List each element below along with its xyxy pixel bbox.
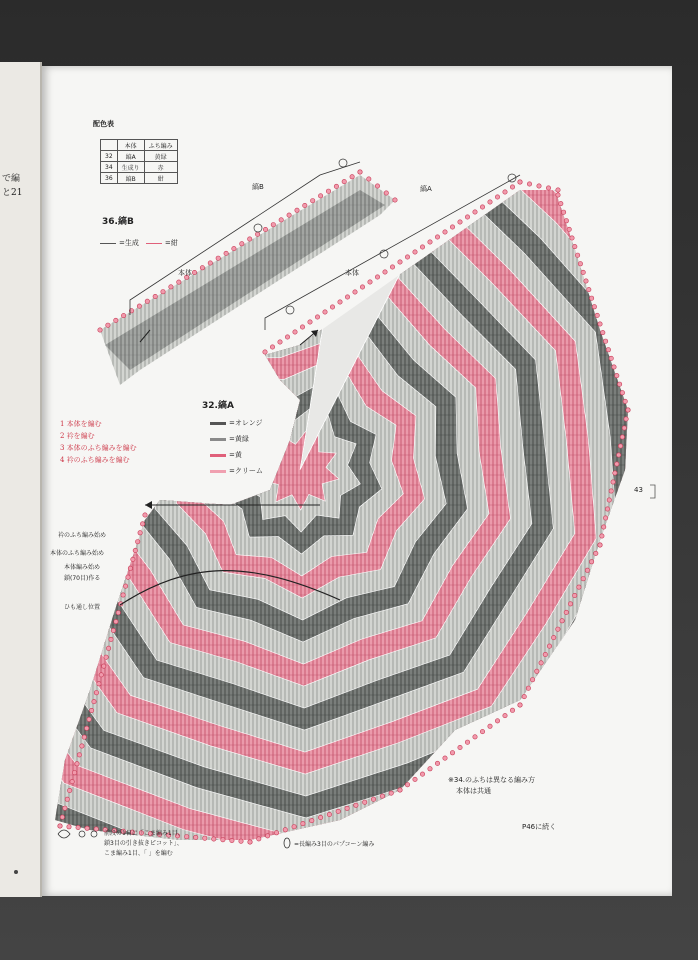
picot-dot [106,646,110,650]
picot-dot [465,215,469,219]
picot-dot [613,471,617,475]
key-text-1: 前段の1目に「こま編み1目、 [104,830,184,837]
picot-dot [327,812,331,816]
picot-dot [89,708,93,712]
picot-dot [354,803,358,807]
picot-dot [605,507,609,511]
picot-dot [330,305,334,309]
picot-dot [311,199,315,203]
callout-chain: 鎖(70目)作る [64,575,101,582]
picot-dot [177,280,181,284]
n32-title: 32.縞A [202,401,234,411]
picot-dot [283,828,287,832]
picot-dot [573,244,577,248]
picot-dot [60,815,64,819]
step-4: 4 衿のふち編みを編む [60,456,130,464]
body-label-1: 本体 [178,269,192,277]
picot-dot [589,296,593,300]
picot-key-symbol [58,830,97,838]
picot-dot [97,682,101,686]
n36-title: 36.縞B [102,217,134,227]
color-table-title: 配色表 [93,120,114,128]
picot-dot [350,175,354,179]
callout-body-start: 本体編み始め [64,564,101,571]
picot-dot [546,186,550,190]
picot-dot [503,713,507,717]
n32-swatch [210,422,226,425]
picot-dot [380,794,384,798]
picot-dot [58,824,62,828]
picot-dot [336,809,340,813]
picot-dot [522,694,526,698]
picot-dot [560,619,564,623]
color-table-cell: 黄緑 [144,151,177,162]
picot-dot [611,480,615,484]
picot-dot [530,678,534,682]
picot-dot [87,717,91,721]
picot-dot [224,251,228,255]
knitting-steps [60,418,137,466]
picot-dot [389,791,393,795]
page-tab [650,485,655,498]
n32-legend-row [210,450,263,460]
color-table-header-2: ふち編み [144,140,177,151]
picot-dot [617,382,621,386]
picot-dot [153,294,157,298]
picot-dot [587,287,591,291]
picot-dot [458,220,462,224]
picot-dot [620,391,624,395]
note-line-2: 本体は共通 [456,787,491,795]
picot-dot [575,253,579,257]
picot-dot [82,735,86,739]
n32-legend-label: =オレンジ [229,419,263,427]
picot-dot [624,417,628,421]
picot-dot [589,560,593,564]
picot-dot [543,652,547,656]
color-table [100,139,178,184]
picot-dot [265,834,269,838]
picot-dot [559,201,563,205]
color-table-cell: 32 [101,151,118,162]
picot-dot [143,513,147,517]
picot-dot [615,462,619,466]
picot-dot [626,408,630,412]
picot-dot [503,190,507,194]
picot-dot [133,548,137,552]
picot-dot [308,320,312,324]
picot-dot [435,761,439,765]
picot-dot [510,708,514,712]
popcorn-key-symbol [284,838,290,848]
picot-dot [185,835,189,839]
picot-dot [617,453,621,457]
picot-dot [72,771,76,775]
picot-dot [123,584,127,588]
picot-dot [63,806,67,810]
picot-dot [465,740,469,744]
picot-dot [334,184,338,188]
picot-dot [539,661,543,665]
color-table-cell: 生成り [117,162,144,173]
stripe-b-label: 縞B [252,183,264,191]
picot-dot [581,270,585,274]
picot-dot [556,627,560,631]
picot-dot [98,328,102,332]
picot-dot [274,831,278,835]
picot-dot [318,194,322,198]
picot-dot [323,310,327,314]
picot-dot [145,299,149,303]
picot-dot [287,213,291,217]
picot-dot [413,777,417,781]
picot-dot [383,270,387,274]
picot-dot [592,305,596,309]
picot-dot [620,435,624,439]
picot-dot [458,745,462,749]
picot-dot [161,290,165,294]
picot-dot [598,543,602,547]
callout-body-edge: 本体のふち編み始め [50,550,105,557]
picot-dot [301,821,305,825]
picot-dot [279,218,283,222]
picot-dot [248,237,252,241]
color-table-header-1: 本体 [117,140,144,151]
picot-dot [552,635,556,639]
picot-dot [126,575,130,579]
picot-dot [77,753,81,757]
callout-collar-edge: 衿のふち編み始め [58,532,107,539]
picot-dot [300,325,304,329]
picot-dot [428,240,432,244]
picot-dot [473,210,477,214]
picot-dot [480,205,484,209]
picot-dot [70,779,74,783]
picot-dot [603,516,607,520]
picot-dot [121,313,125,317]
picot-dot [488,200,492,204]
picot-dot [568,602,572,606]
step-1: 1 本体を編む [60,420,102,428]
picot-dot [75,762,79,766]
picot-dot [68,788,72,792]
n32-legend-label: =黄緑 [229,435,249,443]
picot-dot [384,191,388,195]
callout-drawstring: ひも通し位置 [64,604,101,611]
picot-dot [240,242,244,246]
picot-dot [65,797,69,801]
n32-legend-label: =クリーム [229,467,263,475]
picot-dot [121,593,125,597]
picot-dot [564,610,568,614]
picot-dot [375,184,379,188]
picot-dot [602,525,606,529]
color-table-cell: 赤 [144,162,177,173]
picot-dot [194,835,198,839]
note-line-1: ※34.のふちは異なる編み方 [448,776,535,784]
left-page-line2: と21 [2,188,23,198]
n32-legend [210,418,263,476]
picot-dot [94,691,98,695]
picot-dot [76,825,80,829]
picot-dot [203,836,207,840]
picot-dot [92,699,96,703]
picot-dot [398,260,402,264]
picot-dot [584,279,588,283]
picot-dot [547,644,551,648]
picot-dot [612,365,616,369]
picot-dot [371,797,375,801]
picot-dot [255,232,259,236]
picot-dot [577,585,581,589]
picot-dot [345,295,349,299]
picot-dot [345,806,349,810]
picot-dot [473,735,477,739]
picot-dot [405,255,409,259]
color-table-cell: 34 [101,162,118,173]
picot-dot [535,669,539,673]
picot-dot [518,703,522,707]
picot-dot [375,275,379,279]
picot-dot [527,182,531,186]
picot-dot [622,426,626,430]
picot-dot [495,719,499,723]
picot-dot [607,498,611,502]
arrowhead-left [145,501,152,509]
picot-dot [561,210,565,214]
picot-dot [450,751,454,755]
picot-dot [488,724,492,728]
key-text-2: 鎖3目の引き抜きピコット」、 [104,840,183,847]
picot-dot [169,285,173,289]
picot-dot [230,838,234,842]
picot-dot [271,223,275,227]
picot-dot [114,318,118,322]
picot-dot [99,673,103,677]
color-table-cell: 縞A [117,151,144,162]
picot-dot [358,170,362,174]
picot-dot [221,838,225,842]
picot-dot [393,198,397,202]
picot-dot [623,399,627,403]
picot-dot [263,350,267,354]
picot-dot [111,628,115,632]
picot-dot [368,280,372,284]
picot-dot [564,219,568,223]
picot-dot [609,356,613,360]
picot-dot [556,193,560,197]
picot-dot [601,330,605,334]
picot-dot [295,208,299,212]
picot-dot [598,322,602,326]
picot-dot [526,686,530,690]
n36-swatch-1 [100,243,116,244]
picot-dot [443,230,447,234]
key-text-3: こま編み1目、「 」を編む [104,850,173,857]
picot-dot [80,744,84,748]
picot-dot [420,245,424,249]
picot-dot [435,235,439,239]
picot-dot [495,195,499,199]
picot-dot [128,566,132,570]
picot-dot [138,531,142,535]
picot-dot [609,489,613,493]
n36-legend-1: =生成 [119,239,139,247]
picot-dot [293,330,297,334]
picot-dot [603,339,607,343]
picot-dot [270,345,274,349]
n36-swatch-2 [146,243,162,244]
picot-dot [303,203,307,207]
picot-dot [136,540,140,544]
n32-legend-label: =黄 [229,451,242,459]
picot-dot [606,348,610,352]
popcorn-key-label: =長編み3目のパプコーン編み [294,841,375,848]
color-table-cell: 36 [101,173,118,184]
picot-dot [518,180,522,184]
picot-dot [278,340,282,344]
picot-dot [257,837,261,841]
left-page-line1: で編 [2,174,21,184]
picot-dot [413,250,417,254]
picot-dot [292,825,296,829]
picot-dot [318,815,322,819]
picot-dot [326,189,330,193]
picot-dot [450,225,454,229]
picot-dot [338,300,342,304]
n32-swatch [210,438,226,441]
picot-dot [360,285,364,289]
picot-dot [615,373,619,377]
picot-dot [581,577,585,581]
picot-dot [420,772,424,776]
picot-dot [285,335,289,339]
continue-label: P46に続く [522,823,557,831]
picot-dot [585,568,589,572]
picot-dot [567,227,571,231]
picot-dot [212,837,216,841]
picot-dot [310,818,314,822]
picot-dot [109,637,113,641]
n32-legend-row [210,434,263,444]
picot-dot [104,655,108,659]
picot-dot [131,557,135,561]
n36-legend-2: =紺 [164,239,178,247]
n32-legend-row [210,418,263,428]
picot-dot [570,236,574,240]
picot-dot [116,611,120,615]
picot-dot [600,534,604,538]
stripe-a-label: 縞A [420,185,432,193]
picot-dot [443,756,447,760]
picot-dot [137,304,141,308]
picot-dot [398,788,402,792]
picot-dot [510,185,514,189]
n32-legend-row [210,466,263,476]
picot-dot [106,323,110,327]
color-table-header-0 [101,140,118,151]
picot-dot [85,726,89,730]
picot-dot [200,266,204,270]
n32-swatch [210,470,226,473]
picot-dot [363,800,367,804]
n32-swatch [210,454,226,457]
picot-dot [216,256,220,260]
picot-dot [208,261,212,265]
picot-dot [595,313,599,317]
body-label-2: 本体 [345,269,359,277]
picot-dot [263,227,267,231]
picot-dot [556,188,560,192]
picot-dot [85,826,89,830]
picot-dot [594,551,598,555]
picot-dot [480,729,484,733]
picot-dot [248,840,252,844]
picot-dot [94,827,98,831]
picot-dot [428,767,432,771]
picot-dot [67,825,71,829]
picot-dot [315,315,319,319]
picot-dot [140,522,144,526]
picot-dot [367,177,371,181]
color-table-cell: 紺 [144,173,177,184]
picot-dot [578,262,582,266]
picot-dot [573,593,577,597]
picot-dot [114,619,118,623]
picot-dot [192,270,196,274]
step-3: 3 本体のふち編みを編む [60,444,137,452]
picot-dot [353,290,357,294]
picot-dot [239,839,243,843]
step-2: 2 衿を編む [60,432,95,440]
picot-dot [618,444,622,448]
picot-dot [342,179,346,183]
n36-legend [100,238,178,248]
picot-dot [232,246,236,250]
picot-dot [390,265,394,269]
picot-dot [405,783,409,787]
picot-dot [537,184,541,188]
page-number: 43 [634,486,643,494]
picot-dot [102,664,106,668]
color-table-cell: 縞B [117,173,144,184]
